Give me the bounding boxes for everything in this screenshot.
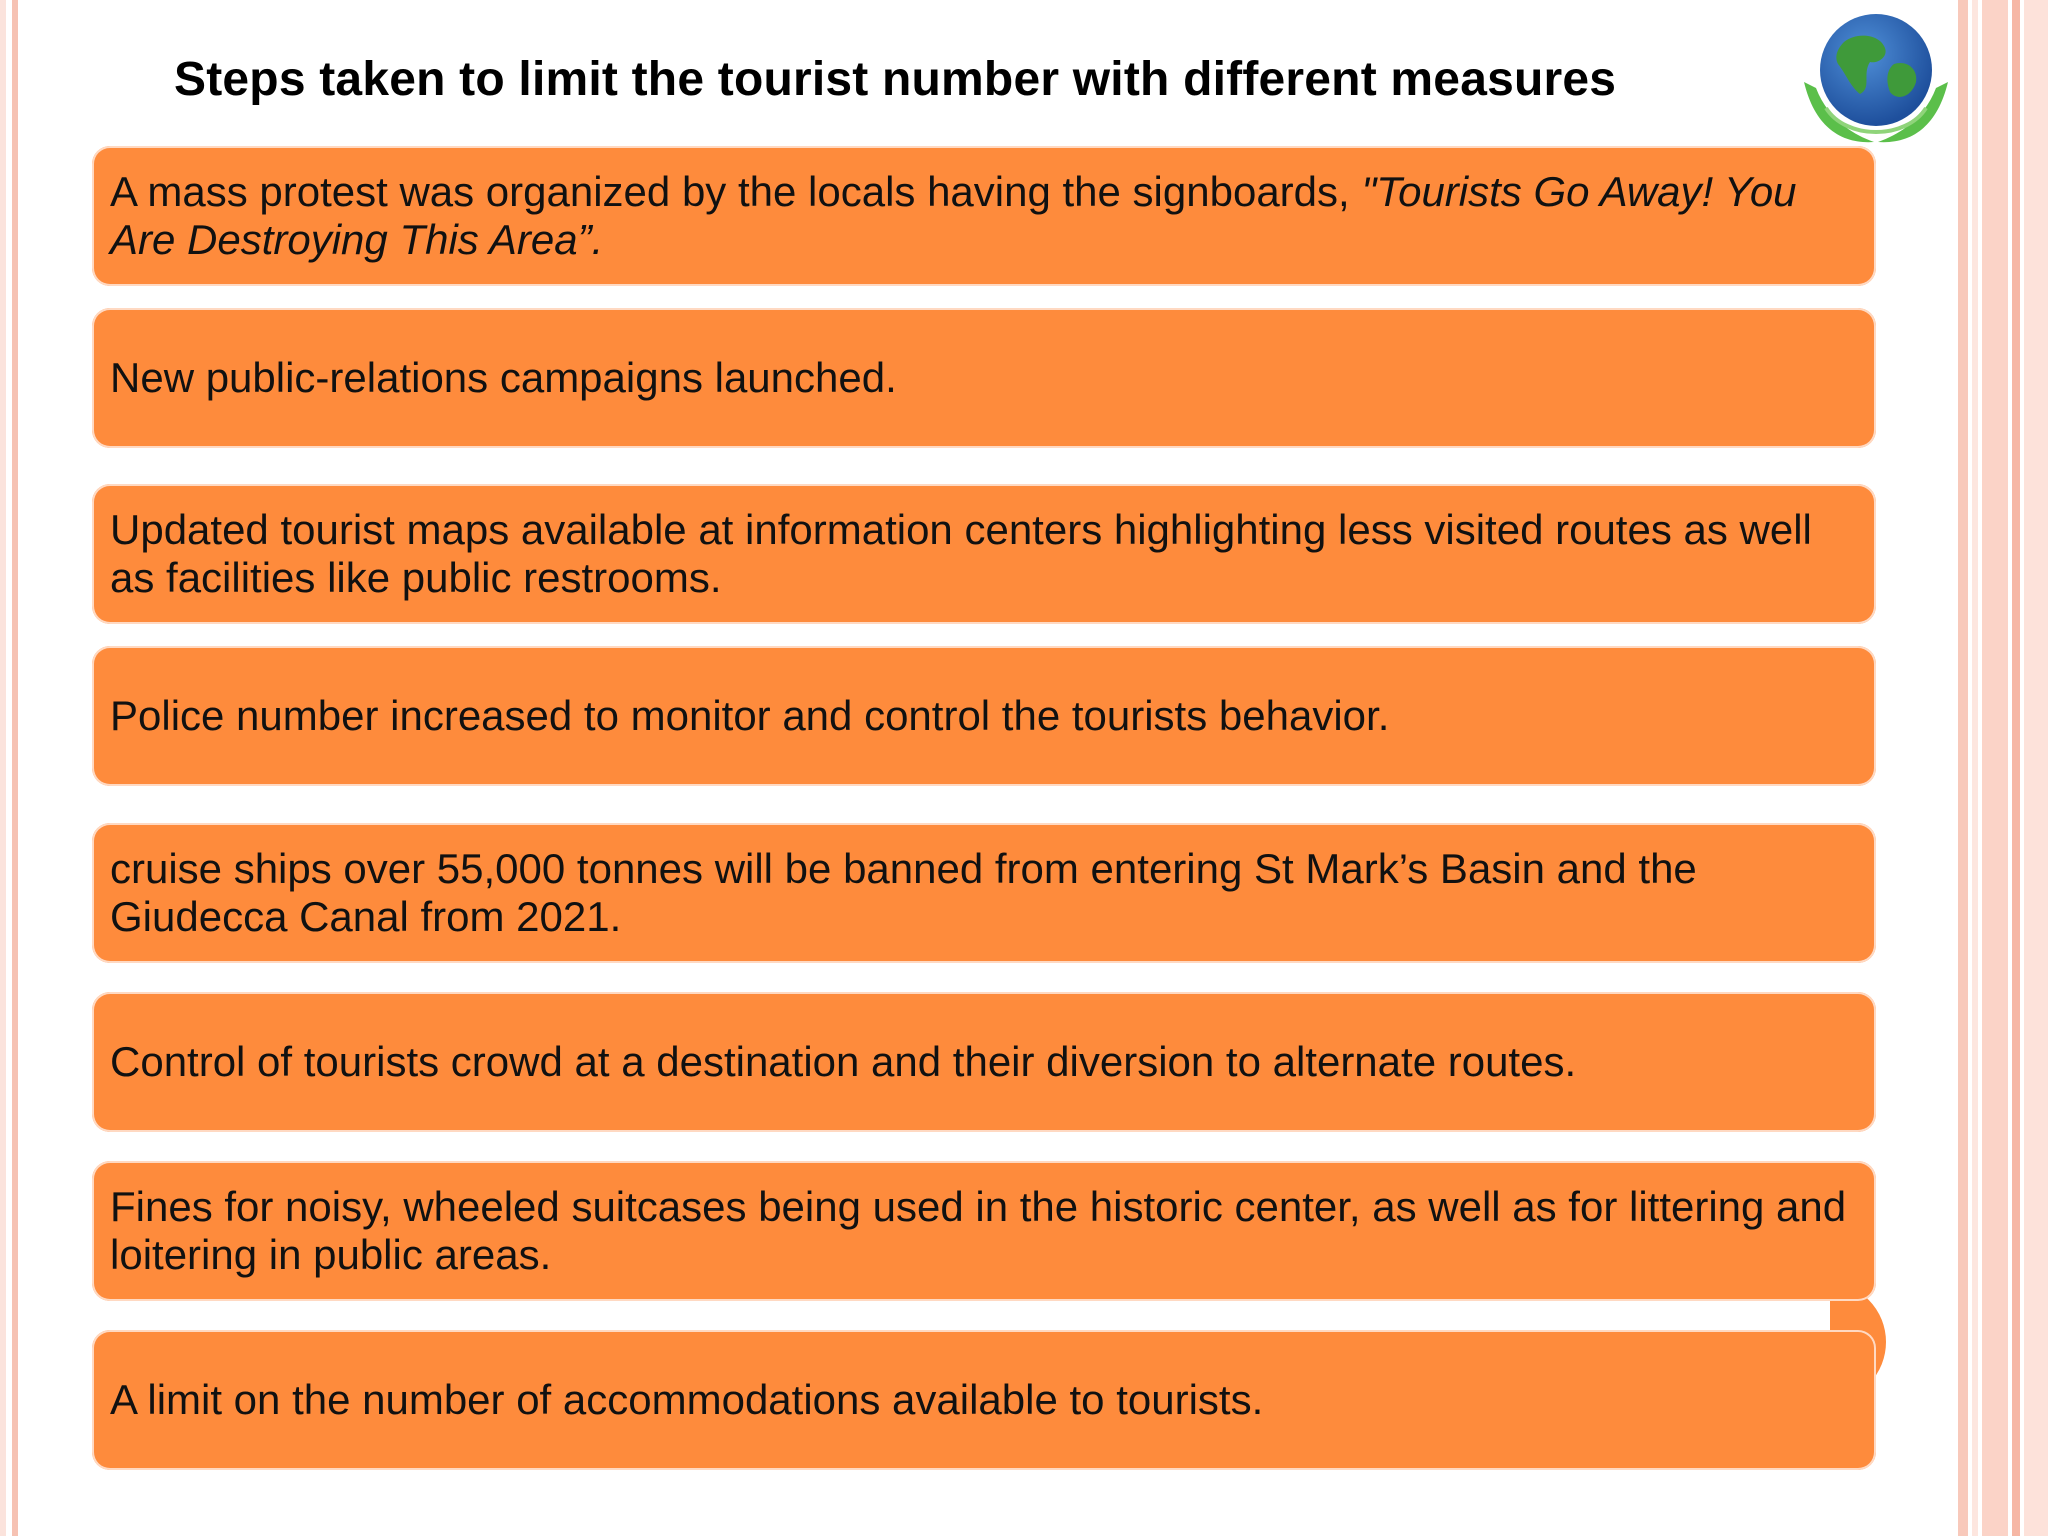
- right-stripe-5: [2024, 0, 2048, 1536]
- measure-item-5: [92, 823, 1876, 963]
- globe-in-hands-icon: [1786, 4, 1966, 154]
- measure-text-8: A limit on the number of accommodations available to tourists.: [110, 1376, 1264, 1423]
- measure-text-5: cruise ships over 55,000 tonnes will be banned from entering St Mark’s Basin and the Giudecca Canal from 2021.: [110, 845, 1697, 940]
- measure-item-1: [92, 146, 1876, 286]
- right-stripe-3: [1982, 0, 2008, 1536]
- measure-text-1-quote: "Tourists Go Away! You Are Destroying This Area”.: [110, 168, 1797, 263]
- right-stripe-2: [1972, 0, 1978, 1536]
- measure-item-6: [92, 992, 1876, 1132]
- measure-text-1-plain: A mass protest was organized by the locals having the signboards,: [110, 168, 1362, 215]
- measure-text-7: Fines for noisy, wheeled suitcases being used in the historic center, as well as for littering and loitering in public areas.: [110, 1183, 1847, 1278]
- measure-text-3: Updated tourist maps available at information centers highlighting less visited routes as well as facilities like public restrooms.: [110, 506, 1812, 601]
- measure-item-2: [92, 308, 1876, 448]
- measure-item-8: [92, 1330, 1876, 1470]
- measure-text-6: Control of tourists crowd at a destination and their diversion to alternate routes.: [110, 1038, 1577, 1085]
- slide-title: Steps taken to limit the tourist number with different measures: [174, 53, 1617, 106]
- measure-text-4: Police number increased to monitor and control the tourists behavior.: [110, 692, 1390, 739]
- measure-item-4: [92, 646, 1876, 786]
- right-stripe-1: [1958, 0, 1968, 1536]
- left-border-outer: [0, 0, 6, 1536]
- measure-item-3: [92, 484, 1876, 624]
- measure-item-7: [92, 1161, 1876, 1301]
- measure-text-1: [110, 168, 1854, 264]
- left-border: [12, 0, 18, 1536]
- right-stripe-4: [2012, 0, 2020, 1536]
- measure-text-2: New public-relations campaigns launched.: [110, 354, 897, 401]
